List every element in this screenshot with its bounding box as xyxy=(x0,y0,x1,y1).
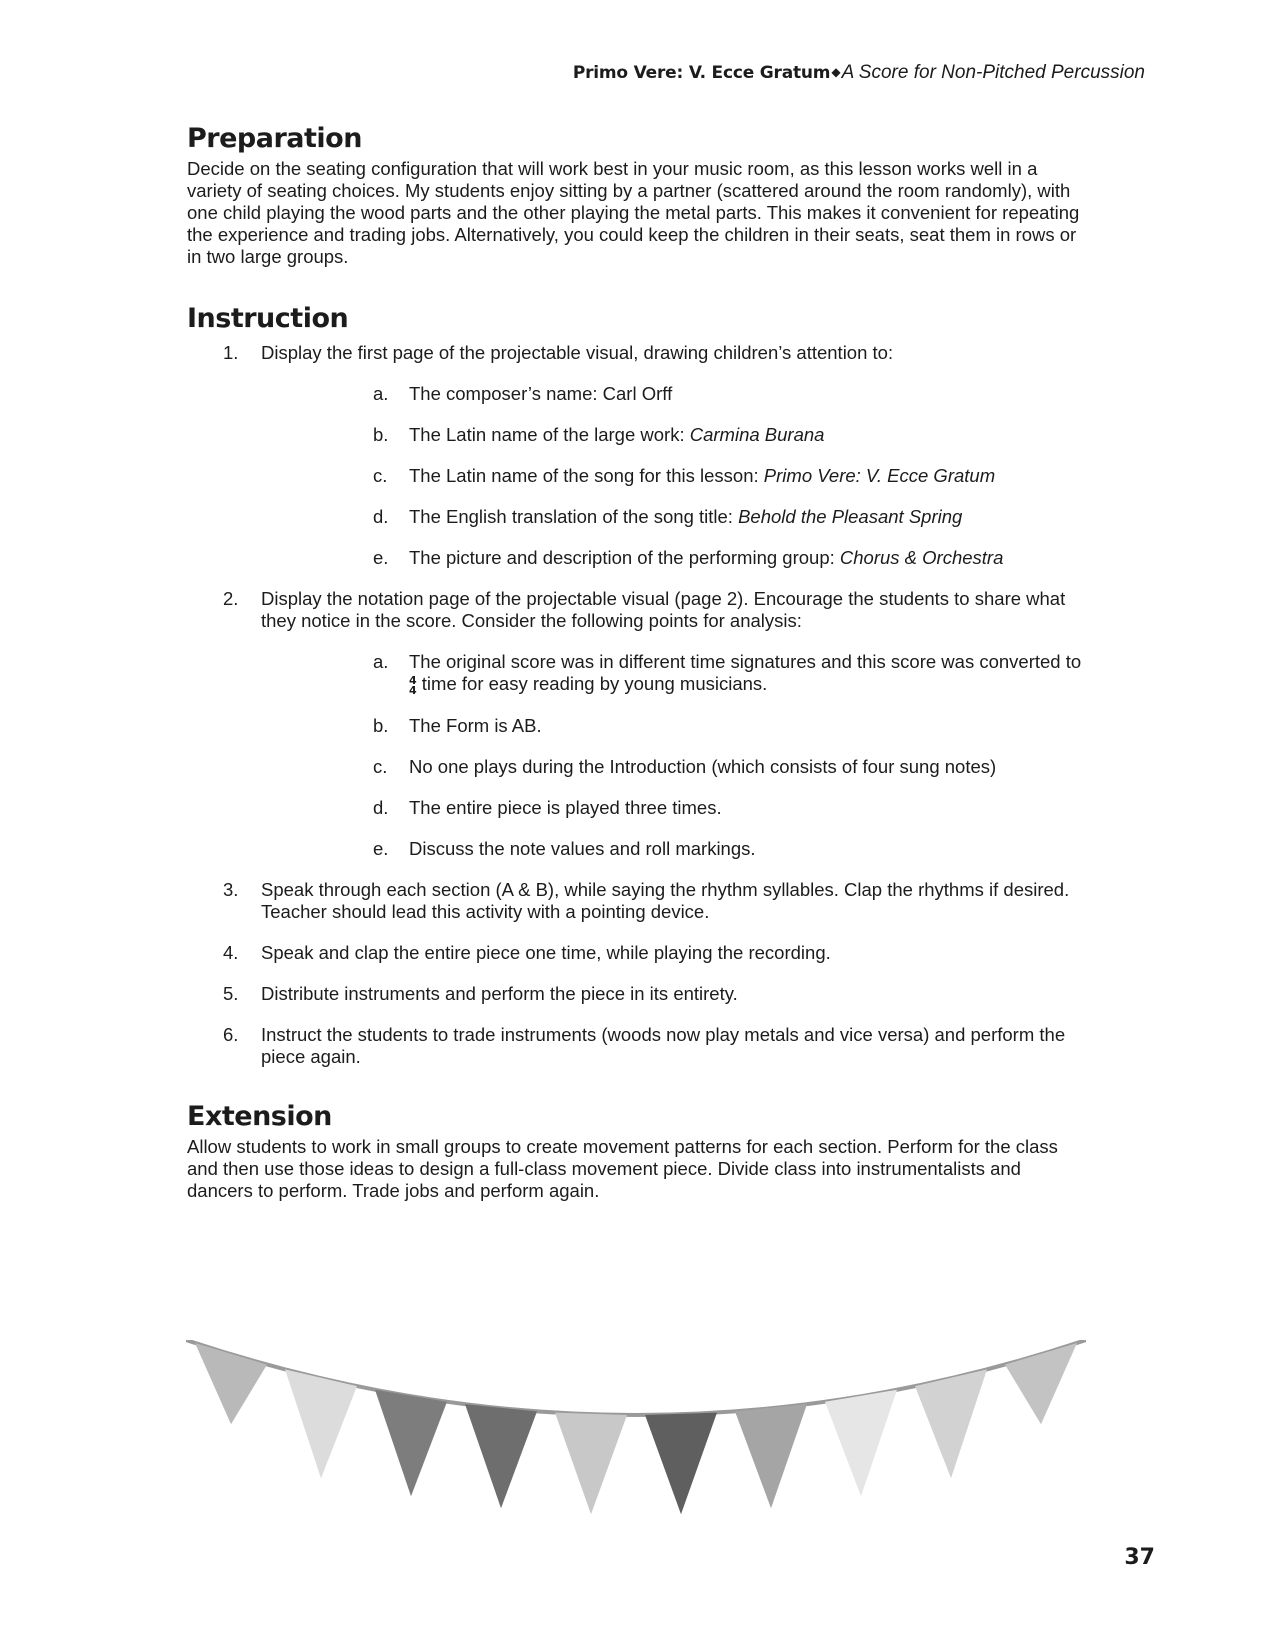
time-signature-bottom: 4 xyxy=(409,684,417,697)
list-item xyxy=(261,424,1087,446)
bunting-flag xyxy=(555,1413,627,1515)
list-item xyxy=(261,383,1087,405)
list-item xyxy=(187,1024,1087,1068)
list-item xyxy=(261,465,1087,487)
step-number: 4. xyxy=(223,942,239,963)
sub-letter: e. xyxy=(373,838,389,859)
sub-emphasis: Primo Vere: V. Ecce Gratum xyxy=(763,465,996,486)
bunting-flag xyxy=(735,1404,807,1508)
sub-letter: e. xyxy=(373,547,389,568)
sub-letter: d. xyxy=(373,506,389,527)
sub-text: Discuss the note values and roll markings. xyxy=(409,838,756,859)
bunting-banner-icon xyxy=(186,1340,1086,1530)
bunting-flag xyxy=(465,1404,537,1508)
bunting-flag xyxy=(825,1390,897,1496)
step-text: Speak and clap the entire piece one time, while playing the recording. xyxy=(261,942,831,963)
bunting-flag xyxy=(375,1390,447,1496)
header-title-bold: Primo Vere: V. Ecce Gratum xyxy=(572,63,831,83)
instruction-list xyxy=(187,342,1087,1068)
sub-text: The entire piece is played three times. xyxy=(409,797,722,818)
list-item xyxy=(261,547,1087,569)
step-text: Instruct the students to trade instruments (woods now play metals and vice versa) and perform the piece again. xyxy=(261,1024,1066,1067)
sub-list xyxy=(261,651,1087,860)
sub-letter: c. xyxy=(373,465,388,486)
list-item xyxy=(261,651,1087,696)
sub-text: The composer’s name: Carl Orff xyxy=(409,383,673,404)
header-title-italic: A Score for Non-Pitched Percussion xyxy=(841,62,1145,83)
step-text: Speak through each section (A & B), while saying the rhythm syllables. Clap the rhythms if desired. Teacher should lead this activity with a pointing device. xyxy=(261,879,1070,922)
instruction-heading: Instruction xyxy=(187,303,349,334)
bunting-flag xyxy=(915,1369,987,1478)
list-item xyxy=(261,838,1087,860)
diamond-separator-icon: ◆ xyxy=(831,65,841,79)
sub-letter: d. xyxy=(373,797,389,818)
step-number: 3. xyxy=(223,879,239,900)
time-signature-top: 4 xyxy=(409,674,417,687)
page-number: 37 xyxy=(1124,1545,1155,1570)
sub-letter: b. xyxy=(373,715,389,736)
sub-text: The Latin name of the large work: xyxy=(409,424,690,445)
sub-text-after: time for easy reading by young musicians. xyxy=(421,673,768,694)
bunting-flag xyxy=(1005,1343,1077,1424)
list-item xyxy=(187,588,1087,860)
sub-letter: b. xyxy=(373,424,389,445)
time-signature xyxy=(409,676,417,696)
sub-letter: a. xyxy=(373,651,389,672)
step-text: Display the notation page of the projectable visual (page 2). Encourage the students to share what they notice in the score. Consider the following points for analysis: xyxy=(261,588,1066,631)
list-item xyxy=(261,506,1087,528)
step-text: Distribute instruments and perform the piece in its entirety. xyxy=(261,983,738,1004)
sub-list xyxy=(261,383,1087,569)
step-text: Display the first page of the projectable visual, drawing children’s attention to: xyxy=(261,342,894,363)
sub-text: The picture and description of the performing group: xyxy=(409,547,840,568)
bunting-flag xyxy=(195,1343,267,1424)
preparation-heading: Preparation xyxy=(187,123,362,154)
page-content xyxy=(187,122,1087,1202)
step-number: 2. xyxy=(223,588,239,609)
bunting-flag xyxy=(285,1369,357,1478)
list-item xyxy=(187,879,1087,923)
list-item xyxy=(261,715,1087,737)
bunting-flag xyxy=(645,1413,717,1515)
step-number: 1. xyxy=(223,342,239,363)
sub-emphasis: Chorus & Orchestra xyxy=(839,547,1004,568)
sub-text: The English translation of the song title: xyxy=(409,506,739,527)
list-item xyxy=(261,797,1087,819)
list-item xyxy=(187,342,1087,569)
list-item xyxy=(261,756,1087,778)
extension-heading: Extension xyxy=(187,1101,332,1132)
sub-text: The original score was in different time signatures and this score was converted to xyxy=(409,651,1082,672)
list-item xyxy=(187,942,1087,964)
running-header xyxy=(573,62,1145,84)
sub-emphasis: Carmina Burana xyxy=(689,424,825,445)
sub-letter: c. xyxy=(373,756,388,777)
sub-emphasis: Behold the Pleasant Spring xyxy=(738,506,963,527)
sub-text: No one plays during the Introduction (which consists of four sung notes) xyxy=(409,756,997,777)
step-number: 5. xyxy=(223,983,239,1004)
sub-letter: a. xyxy=(373,383,389,404)
sub-text: The Latin name of the song for this lesson: xyxy=(409,465,764,486)
sub-text: The Form is AB. xyxy=(409,715,542,736)
list-item xyxy=(187,983,1087,1005)
preparation-text: Decide on the seating configuration that will work best in your music room, as this lesson works well in a variety of seating choices. My students enjoy sitting by a partner (scattered around the room randomly), with one child playing the wood parts and the other playing the metal parts. This makes it convenient for repeating the experience and trading jobs. Alternatively, you could keep the children in their seats, seat them in rows or in two large groups. xyxy=(187,158,1080,267)
extension-text: Allow students to work in small groups to create movement patterns for each section. Perform for the class and then use those ideas to design a full-class movement piece. Divide class into instrumentalists and dancers to perform. Trade jobs and perform again. xyxy=(187,1136,1058,1201)
step-number: 6. xyxy=(223,1024,239,1045)
